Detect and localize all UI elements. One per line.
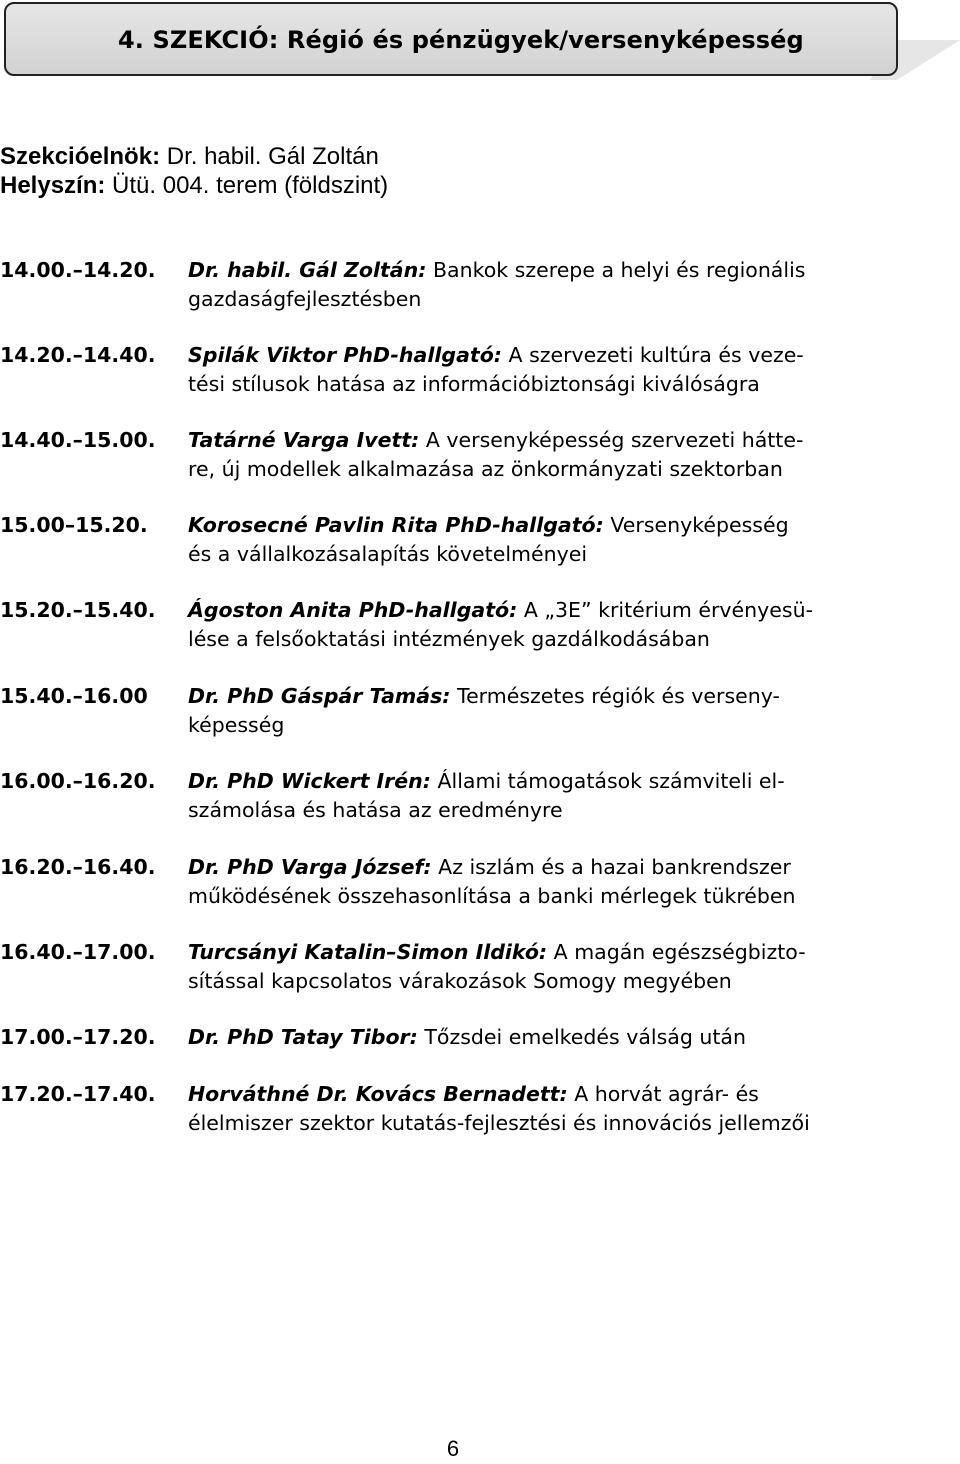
talk-time: 14.40.–15.00. <box>0 428 156 452</box>
talk-body <box>188 426 904 484</box>
talk-title-line1: Tőzsdei emelkedés válság után <box>424 1025 746 1049</box>
talk-time: 15.40.–16.00 <box>0 684 148 708</box>
talk-title-line1: Természetes régiók és verseny- <box>457 684 780 708</box>
talk-body <box>188 767 904 825</box>
talk-body <box>188 596 904 654</box>
talk-title-line1: A horvát agrár- és <box>574 1082 759 1106</box>
talk-title-line2: élelmiszer szektor kutatás-fejlesztési és innovációs jellemzői <box>188 1111 810 1135</box>
talk-title-line1: A szervezeti kultúra és veze- <box>508 343 804 367</box>
talk-title-line2: és a vállalkozásalapítás követelményei <box>188 542 588 566</box>
talk-title-line2: működésének összehasonlítása a banki mérlegek tükrében <box>188 884 796 908</box>
talk-speaker: Ágoston Anita PhD-hallgató: <box>188 598 518 622</box>
talk-title-line1: A magán egészségbizto- <box>553 940 806 964</box>
talk-body <box>188 1023 904 1052</box>
talk-speaker: Tatárné Varga Ivett: <box>188 428 420 452</box>
talk-time: 14.20.–14.40. <box>0 343 156 367</box>
location-value: Ütü. 004. terem (földszint) <box>112 172 389 199</box>
location-line <box>0 172 388 200</box>
section-header <box>4 2 898 76</box>
talk-title-line1: Állami támogatások számviteli el- <box>437 769 785 793</box>
talk-speaker: Horváthné Dr. Kovács Bernadett: <box>188 1082 568 1106</box>
talk-body <box>188 341 904 399</box>
talk-time: 15.20.–15.40. <box>0 598 156 622</box>
talk-time: 17.20.–17.40. <box>0 1082 156 1106</box>
talk-time: 16.40.–17.00. <box>0 940 156 964</box>
chair-value: Dr. habil. Gál Zoltán <box>166 143 379 170</box>
talk-title-line1: Az iszlám és a hazai bankrendszer <box>438 855 791 879</box>
talk-speaker: Dr. habil. Gál Zoltán: <box>188 258 427 282</box>
talk-body <box>188 938 904 996</box>
talk-title-line2: gazdaságfejlesztésben <box>188 287 422 311</box>
talk-title-line2: lése a felsőoktatási intézmények gazdálkodásában <box>188 627 710 651</box>
talk-body <box>188 511 904 569</box>
talk-title-line2: képesség <box>188 713 285 737</box>
talk-time: 17.00.–17.20. <box>0 1025 156 1049</box>
talk-speaker: Dr. PhD Varga József: <box>188 855 432 879</box>
talk-body <box>188 853 904 911</box>
talk-title-line1: A versenyképesség szervezeti hátte- <box>425 428 804 452</box>
talk-speaker: Dr. PhD Wickert Irén: <box>188 769 431 793</box>
location-label: Helyszín: <box>0 172 106 199</box>
talk-body <box>188 256 904 314</box>
talk-title-line1: Bankok szerepe a helyi és regionális <box>432 258 806 282</box>
talk-speaker: Dr. PhD Tatay Tibor: <box>188 1025 418 1049</box>
chair-label: Szekcióelnök: <box>0 143 161 170</box>
chair-line <box>0 143 379 171</box>
talk-speaker: Korosecné Pavlin Rita PhD-hallgató: <box>188 513 604 537</box>
talk-title-line2: számolása és hatása az eredményre <box>188 798 563 822</box>
talk-body <box>188 682 904 740</box>
talk-title-line1: Versenyképesség <box>610 513 789 537</box>
talk-title-line2: re, új modellek alkalmazása az önkormányzati szektorban <box>188 457 783 481</box>
section-title: 4. SZEKCIÓ: Régió és pénzügyek/versenyképesség <box>118 26 804 54</box>
talk-body <box>188 1080 904 1138</box>
page-number: 6 <box>446 1436 460 1461</box>
talk-time: 15.00–15.20. <box>0 513 148 537</box>
talk-time: 16.20.–16.40. <box>0 855 156 879</box>
talk-speaker: Dr. PhD Gáspár Tamás: <box>188 684 451 708</box>
talk-time: 14.00.–14.20. <box>0 258 156 282</box>
talk-title-line1: A „3E” kritérium érvényesü- <box>523 598 813 622</box>
talk-title-line2: sítással kapcsolatos várakozások Somogy megyében <box>188 969 732 993</box>
talk-speaker: Turcsányi Katalin–Simon Ildikó: <box>188 940 548 964</box>
talk-time: 16.00.–16.20. <box>0 769 156 793</box>
talk-title-line2: tési stílusok hatása az információbiztonsági kiválóságra <box>188 372 760 396</box>
talk-speaker: Spilák Viktor PhD-hallgató: <box>188 343 502 367</box>
